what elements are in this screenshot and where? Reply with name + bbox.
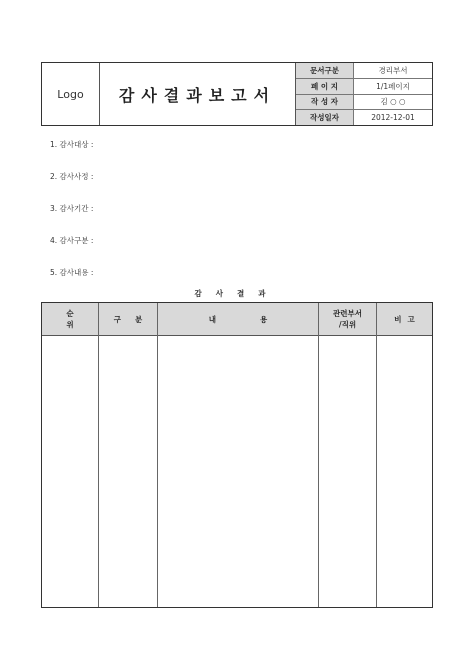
document-meta-table: [296, 63, 432, 125]
column-header-related-dept: 관련부서 /직위: [319, 303, 376, 336]
meta-row-doc-type: [296, 63, 432, 79]
logo: Logo: [42, 63, 100, 125]
meta-row-author: [296, 95, 432, 111]
results-section-title: 감사결과: [194, 289, 280, 298]
field-audit-target: 1. 감사대상 :: [50, 140, 94, 149]
meta-value: 경리부서: [378, 65, 408, 75]
meta-label: 문서구분: [296, 63, 354, 78]
meta-label: 작 성 자: [296, 95, 354, 110]
meta-label: 페 이 지: [296, 79, 354, 94]
field-audit-type: 4. 감사구분 :: [50, 236, 94, 245]
meta-value: 2012-12-01: [371, 113, 415, 123]
audit-results-table: [41, 302, 433, 608]
column-rank: [42, 303, 99, 607]
column-body-category: [99, 336, 157, 607]
column-body-remarks: [377, 336, 432, 607]
meta-value: 1/1페이지: [376, 81, 410, 91]
column-header-content: 내용: [208, 314, 312, 324]
meta-row-page: [296, 79, 432, 95]
field-audit-matter: 2. 감사사정 :: [50, 172, 94, 181]
column-body-rank: [42, 336, 98, 607]
column-body-related-dept: [319, 336, 376, 607]
column-category: [99, 303, 158, 607]
column-header-rank: 순위: [66, 309, 88, 329]
column-related-dept: [319, 303, 377, 607]
meta-label: 작성일자: [296, 110, 354, 125]
document-title: 감사결과보고서: [100, 63, 296, 125]
document-header: [41, 62, 433, 126]
column-header-category: 구분: [113, 314, 157, 324]
field-audit-content: 5. 감사내용 :: [50, 268, 94, 277]
column-header-remarks: 비고: [394, 314, 421, 324]
meta-row-date: [296, 110, 432, 125]
meta-value: 김 ○ ○: [380, 97, 406, 107]
column-body-content: [158, 336, 318, 607]
column-content: [158, 303, 319, 607]
column-remarks: [377, 303, 432, 607]
field-audit-period: 3. 감사기간 :: [50, 204, 94, 213]
